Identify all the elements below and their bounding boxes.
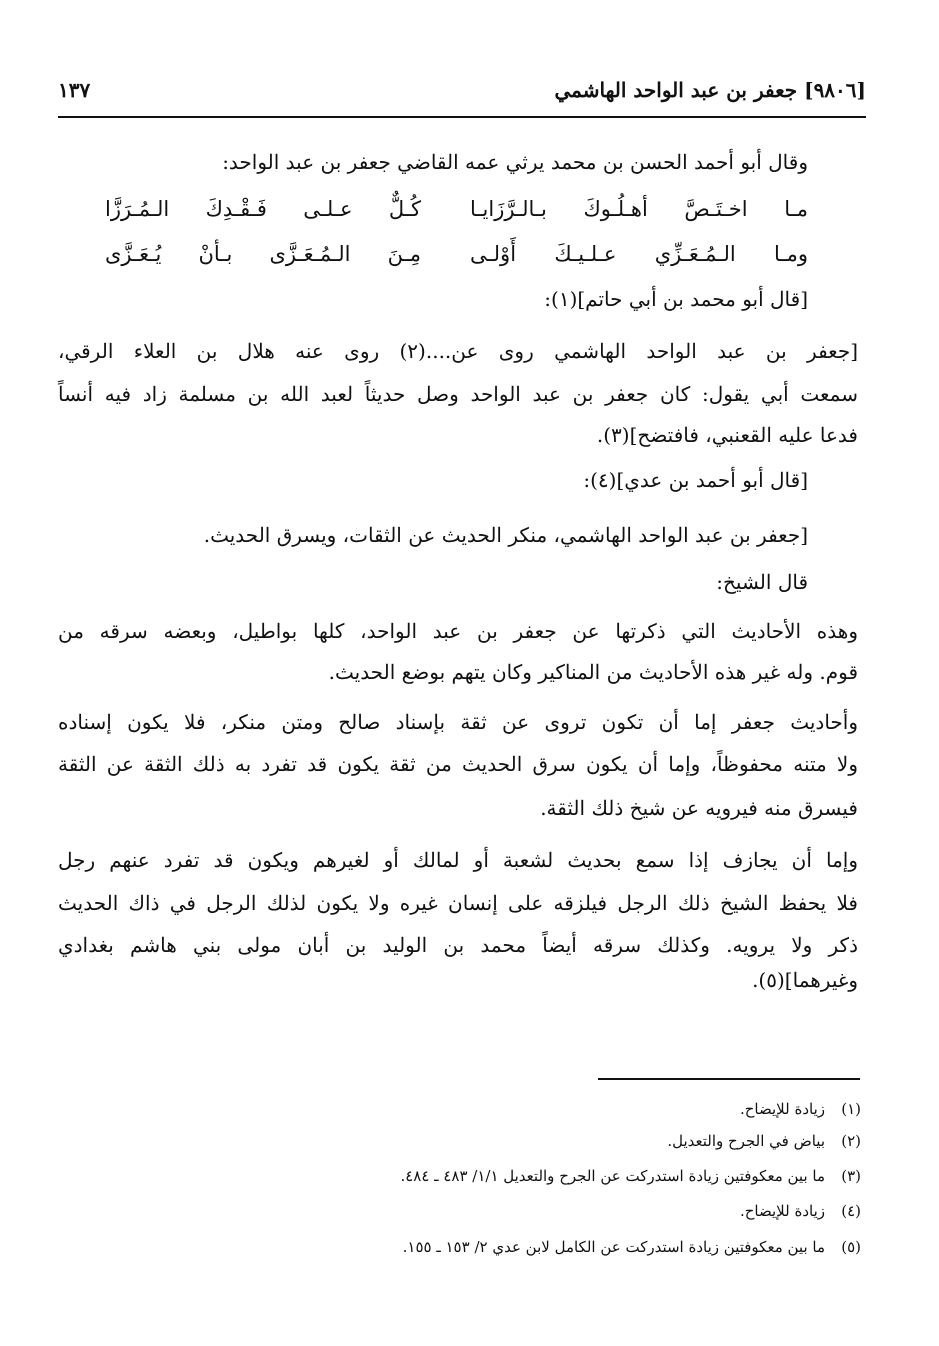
paragraph-3-line-2: قوم. وله غير هذه الأحاديث من المناكير وكان يتهم بوضع الحديث.: [328, 660, 858, 684]
paragraph-5-line-1: وإما أن يجازف إذا سمع بحديث لشعبة أو لمالك أو لغيرهم ويكون قد تفرد عنهم رجل: [58, 848, 858, 872]
footnote-3: [400, 1165, 861, 1187]
footnote-4-number: (٤): [841, 1202, 861, 1220]
paragraph-1-line-3: فدعا عليه القعنبي، فافتضح](٣).: [596, 423, 858, 447]
footnote-2-number: (٢): [841, 1132, 861, 1150]
header-divider: [58, 116, 866, 118]
footnote-2-text: بياض في الجرح والتعديل.: [667, 1132, 825, 1150]
shaykh-intro: قال الشيخ:: [716, 570, 808, 594]
page-header: [58, 72, 866, 112]
footnote-5-number: (٥): [841, 1238, 861, 1256]
footnote-5: [403, 1236, 861, 1258]
verse-2-second-hemistich: مِـنَ الـمُـعَـزَّى بـأنْ يُـعَـزَّى: [105, 242, 421, 266]
paragraph-2-line-1: [جعفر بن عبد الواحد الهاشمي، منكر الحديث عن الثقات، ويسرق الحديث.: [203, 523, 808, 547]
verse-1-second-hemistich: كُـلٌّ عـلـى فَـقْـدِكَ الـمُـرَزَّا: [105, 197, 421, 221]
paragraph-4-line-1: وأحاديث جعفر إما أن تكون تروى عن ثقة بإسناد صالح ومتن منكر، فلا يكون إسناده: [58, 710, 858, 734]
intro-line: وقال أبو أحمد الحسن بن محمد يرثي عمه القاضي جعفر بن عبد الواحد:: [222, 150, 808, 174]
verse-2-first-hemistich: ومـا الـمُـعَـزِّي عـلـيـكَ أَوْلـى: [470, 242, 808, 266]
footnote-4: [740, 1200, 861, 1222]
paragraph-1-line-1: [جعفر بن عبد الواحد الهاشمي روى عن....(٢) روى عنه هلال بن العلاء الرقي،: [58, 339, 858, 363]
chapter-title: [٩٨٠٦] جعفر بن عبد الواحد الهاشمي: [554, 78, 866, 102]
paragraph-4-line-3: فيسرق منه فيرويه عن شيخ ذلك الثقة.: [540, 796, 858, 820]
footnote-4-text: زيادة للإيضاح.: [739, 1202, 825, 1220]
paragraph-4-line-2: ولا متنه محفوظاً، وإما أن يكون سرق الحديث من ثقة يكون قد تفرد به ذلك الثقة عن الثقة: [58, 752, 858, 776]
paragraph-5-line-3: ذكر ولا يرويه. وكذلك سرقه أيضاً محمد بن الوليد بن أبان مولى بني هاشم بغدادي: [58, 933, 858, 957]
verse-1-first-hemistich: مـا اخـتَـصَّ أهـلُـوكَ بـالـرَّزَايـا: [470, 197, 808, 221]
footnote-1-text: زيادة للإيضاح.: [739, 1100, 825, 1118]
footnote-3-text: ما بين معكوفتين زيادة استدركت عن الجرح والتعديل ١/١/ ٤٨٣ ـ ٤٨٤.: [400, 1167, 825, 1185]
ibn-adi-intro: [قال أبو أحمد بن عدي](٤):: [583, 468, 808, 492]
abi-hatim-intro: [قال أبو محمد بن أبي حاتم](١):: [544, 287, 808, 311]
footnote-divider: [598, 1078, 860, 1080]
page-number: ١٣٧: [58, 78, 91, 102]
footnote-1: [740, 1098, 861, 1120]
footnote-1-number: (١): [841, 1100, 861, 1118]
paragraph-5-line-4: وغيرهما](٥).: [752, 968, 858, 992]
paragraph-1-line-2: سمعت أبي يقول: كان جعفر بن عبد الواحد وصل حديثاً لعبد الله بن مسلمة زاد فيه أنساً: [58, 382, 858, 406]
footnote-5-text: ما بين معكوفتين زيادة استدركت عن الكامل لابن عدي ٢/ ١٥٣ ـ ١٥٥.: [402, 1238, 825, 1256]
footnote-3-number: (٣): [841, 1167, 861, 1185]
footnote-2: [667, 1130, 861, 1152]
paragraph-5-line-2: فلا يحفظ الشيخ ذلك الرجل فيلزقه على إنسان غيره ولا يكون لذلك الرجل في ذاك الحديث: [58, 891, 858, 915]
paragraph-3-line-1: وهذه الأحاديث التي ذكرتها عن جعفر بن عبد الواحد، كلها بواطيل، وبعضه سرقه من: [58, 619, 858, 643]
